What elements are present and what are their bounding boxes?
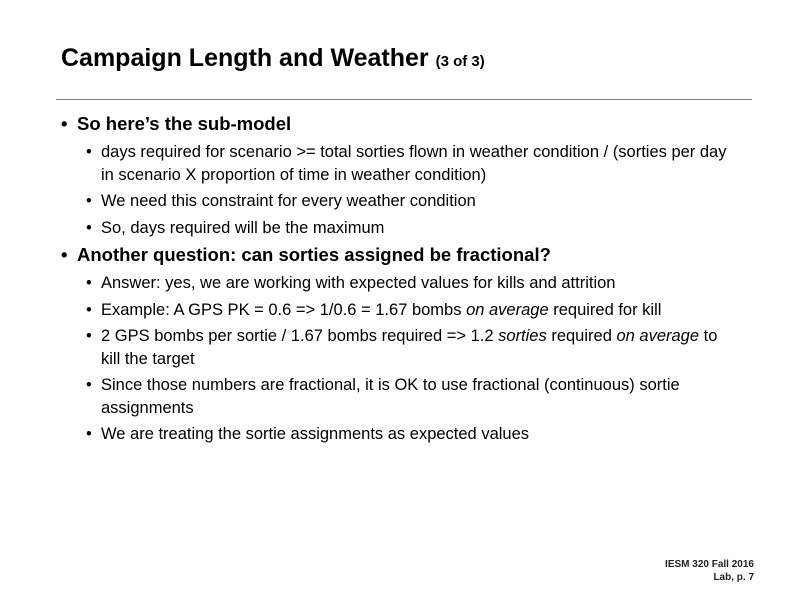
slide-title-main: Campaign Length and Weather <box>61 44 429 72</box>
bullet-level2 <box>61 423 741 446</box>
bullet-text-start: 2 GPS bombs per sortie / 1.67 bombs required => 1.2 <box>101 327 499 345</box>
bullet-dot: • <box>86 376 92 394</box>
emphasis-text: sorties <box>498 327 547 345</box>
bullet-text: Since those numbers are fractional, it is OK to use fractional (continuous) sortie assignments <box>101 376 680 417</box>
bullet-text-end: required for kill <box>548 300 662 319</box>
bullet-level2 <box>61 141 741 186</box>
footer-course: IESM 320 Fall 2016 <box>665 559 754 570</box>
bullet-text-end: to kill the target <box>101 327 718 368</box>
bullet-text: Answer: yes, we are working with expected values for kills and attrition <box>101 274 616 292</box>
bullet-level2 <box>61 299 741 322</box>
bullet-text: days required for scenario >= total sorties flown in weather condition / (sorties per day in scenario X proportion of time in weather condition) <box>101 143 727 184</box>
bullet-text: So, days required will be the maximum <box>101 218 385 237</box>
emphasis-text: on average <box>616 327 700 345</box>
bullet-text-start: Example: A GPS PK = 0.6 => 1/0.6 = 1.67 bombs <box>101 300 467 319</box>
bullet-dot: • <box>86 327 92 345</box>
bullet-dot: • <box>86 300 92 319</box>
bullet-level2 <box>61 325 741 370</box>
bullet-list <box>61 112 741 450</box>
bullet-dot: • <box>86 143 92 161</box>
slide-footer <box>665 558 754 584</box>
bullet-dot: • <box>61 244 68 265</box>
bullet-dot: • <box>86 274 92 292</box>
bullet-level2 <box>61 374 741 419</box>
footer-page-number: Lab, p. 7 <box>713 572 754 583</box>
bullet-level2 <box>61 190 741 213</box>
bullet-dot: • <box>86 192 92 210</box>
bullet-dot: • <box>86 425 92 443</box>
bullet-text: Another question: can sorties assigned be fractional? <box>77 244 551 265</box>
bullet-text: We are treating the sortie assignments as expected values <box>101 425 530 443</box>
bullet-text: We need this constraint for every weather condition <box>101 192 476 210</box>
bullet-level1 <box>61 243 741 267</box>
slide-title <box>61 44 485 73</box>
bullet-text-middle: required <box>546 327 617 345</box>
slide-title-part: (3 of 3) <box>435 53 485 70</box>
bullet-level2 <box>61 272 741 295</box>
bullet-dot: • <box>86 218 92 237</box>
title-divider <box>56 99 752 100</box>
bullet-level1 <box>61 112 741 136</box>
emphasis-text: on average <box>466 300 549 319</box>
bullet-dot: • <box>61 113 68 134</box>
bullet-level2 <box>61 217 741 240</box>
bullet-text: So here’s the sub-model <box>77 113 292 134</box>
